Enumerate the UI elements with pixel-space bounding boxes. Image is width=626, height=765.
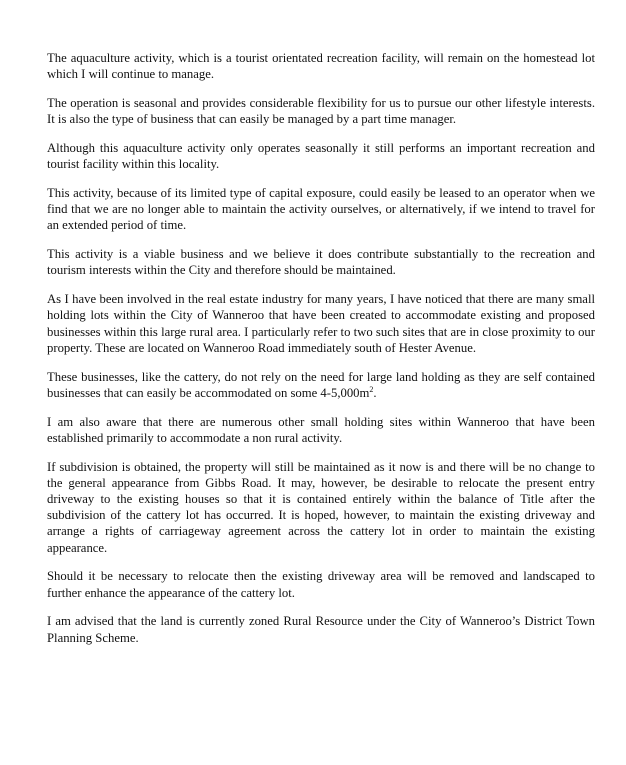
paragraph-seasonal-operation: The operation is seasonal and provides considerable flexibility for us to pursue our other lifestyle interests. It is also the type of business that can easily be managed by a part time manager. bbox=[47, 96, 595, 127]
paragraph-zoning: I am advised that the land is currently zoned Rural Resource under the City of Wanneroo’s District Town Planning Scheme. bbox=[47, 614, 595, 645]
land-requirement-suffix: . bbox=[373, 385, 377, 400]
paragraph-leasing: This activity, because of its limited type of capital exposure, could easily be leased to an operator when we find that we are no longer able to maintain the activity ourselves, or alternatively, if we intend to travel for an extended period of time. bbox=[47, 186, 595, 233]
paragraph-recreation-facility: Although this aquaculture activity only operates seasonally it still performs an important recreation and tourist facility within this locality. bbox=[47, 141, 595, 172]
paragraph-viable-business: This activity is a viable business and we believe it does contribute substantially to the recreation and tourism interests within the City and therefore should be maintained. bbox=[47, 247, 595, 278]
paragraph-small-holdings: As I have been involved in the real estate industry for many years, I have noticed that there are many small holding lots within the City of Wanneroo that have been created to accommodate existing and proposed businesses within this large rural area. I particularly refer to two such sites that are in close proximity to our property. These are located on Wanneroo Road immediately south of Hester Avenue. bbox=[47, 292, 595, 355]
paragraph-driveway-relocation: Should it be necessary to relocate then the existing driveway area will be removed and landscaped to further enhance the appearance of the cattery lot. bbox=[47, 569, 595, 600]
paragraph-non-rural-sites: I am also aware that there are numerous other small holding sites within Wanneroo that have been established primarily to accommodate a non rural activity. bbox=[47, 414, 595, 445]
paragraph-subdivision: If subdivision is obtained, the property will still be maintained as it now is and there will be no change to the general appearance from Gibbs Road. It may, however, be desirable to relocate the present entry driveway to the existing houses so that it is contained entirely within the balance of Title after the subdivision of the cattery lot has occurred. It is hoped, however, to maintain the existing driveway and arrange a rights of carriageway agreement across the cattery lot in order to maintain the existing appearance. bbox=[47, 459, 595, 555]
paragraph-aquaculture: The aquaculture activity, which is a tourist orientated recreation facility, will remain on the homestead lot which I will continue to manage. bbox=[47, 51, 595, 82]
land-requirement-text: These businesses, like the cattery, do not rely on the need for large land holding as they are self contained businesses that can easily be accommodated on some 4-5,000m bbox=[47, 369, 595, 400]
paragraph-land-requirement bbox=[47, 369, 595, 401]
document-page bbox=[47, 50, 595, 646]
squared-superscript: 2 bbox=[369, 384, 374, 394]
